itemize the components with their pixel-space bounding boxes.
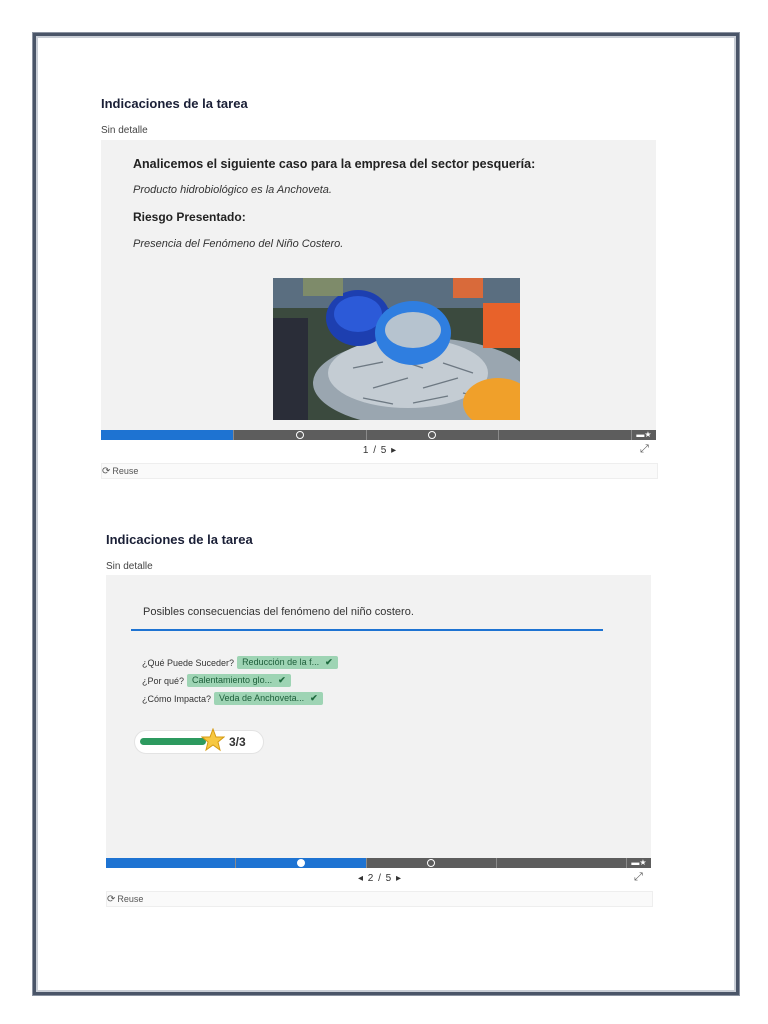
- answer-chip[interactable]: [214, 692, 323, 705]
- summary-star-icon[interactable]: ▬★: [632, 430, 656, 440]
- check-icon: ✔: [325, 657, 333, 667]
- question-label: ¿Qué Puede Suceder?: [142, 657, 235, 668]
- slide-dot-icon: [427, 859, 435, 867]
- slide-segment[interactable]: [367, 858, 497, 868]
- answer-chip[interactable]: [237, 656, 338, 669]
- case-heading: Analicemos el siguiente caso para la empresa del sector pesquería:: [133, 157, 536, 171]
- section-subtitle: Sin detalle: [106, 561, 153, 572]
- check-icon: ✔: [278, 675, 286, 685]
- accent-divider: [131, 629, 603, 631]
- section-title: Indicaciones de la tarea: [106, 532, 253, 547]
- reuse-button[interactable]: [101, 463, 658, 479]
- question-row: [142, 692, 323, 705]
- reuse-button[interactable]: [106, 891, 653, 907]
- reuse-label: Reuse: [117, 894, 144, 904]
- check-icon: ✔: [310, 693, 318, 703]
- anchoveta-photo: [273, 278, 520, 420]
- score-badge: [134, 730, 264, 754]
- slide-dot-icon: [297, 859, 305, 867]
- score-progress-fill: [140, 738, 206, 745]
- answer-text: Veda de Anchoveta...: [219, 693, 305, 703]
- slide-progress-bar: [101, 430, 656, 440]
- answer-text: Reducción de la f...: [242, 657, 320, 667]
- slide-segment[interactable]: [101, 430, 234, 440]
- fullscreen-icon[interactable]: ⤢: [634, 871, 643, 883]
- slide-progress-bar: [106, 858, 651, 868]
- refresh-icon: ⟳: [102, 466, 111, 477]
- question-row: [142, 656, 338, 669]
- section-subtitle: Sin detalle: [101, 125, 148, 136]
- answer-chip[interactable]: [187, 674, 291, 687]
- summary-star-icon[interactable]: ▬★: [627, 858, 651, 868]
- question-label: ¿Por qué?: [142, 675, 185, 686]
- slide-pager[interactable]: 1 / 5 ▸: [362, 445, 398, 456]
- slide-dot-icon: [428, 431, 436, 439]
- slide-segment[interactable]: [236, 858, 366, 868]
- slide-segment[interactable]: [499, 430, 632, 440]
- slide-segment[interactable]: [234, 430, 367, 440]
- section-title: Indicaciones de la tarea: [101, 96, 248, 111]
- score-progress-track: [140, 738, 206, 745]
- refresh-icon: ⟳: [107, 894, 116, 905]
- fullscreen-icon[interactable]: ⤢: [640, 443, 649, 455]
- slide-segment[interactable]: [367, 430, 500, 440]
- statement-text: Posibles consecuencias del fenómeno del niño costero.: [143, 606, 414, 618]
- question-label: ¿Cómo Impacta?: [142, 693, 212, 704]
- reuse-label: Reuse: [112, 466, 139, 476]
- risk-line: Presencia del Fenómeno del Niño Costero.: [133, 238, 344, 250]
- star-icon: [201, 728, 225, 757]
- slide-segment[interactable]: [106, 858, 236, 868]
- product-line: Producto hidrobiológico es la Anchoveta.: [133, 184, 332, 196]
- answer-text: Calentamiento glo...: [192, 675, 273, 685]
- question-row: [142, 674, 291, 687]
- slide-dot-icon: [296, 431, 304, 439]
- risk-label: Riesgo Presentado:: [133, 210, 246, 224]
- slide-segment[interactable]: [497, 858, 627, 868]
- slide-pager[interactable]: ◂ 2 / 5 ▸: [357, 873, 403, 884]
- score-value: 3/3: [229, 735, 246, 749]
